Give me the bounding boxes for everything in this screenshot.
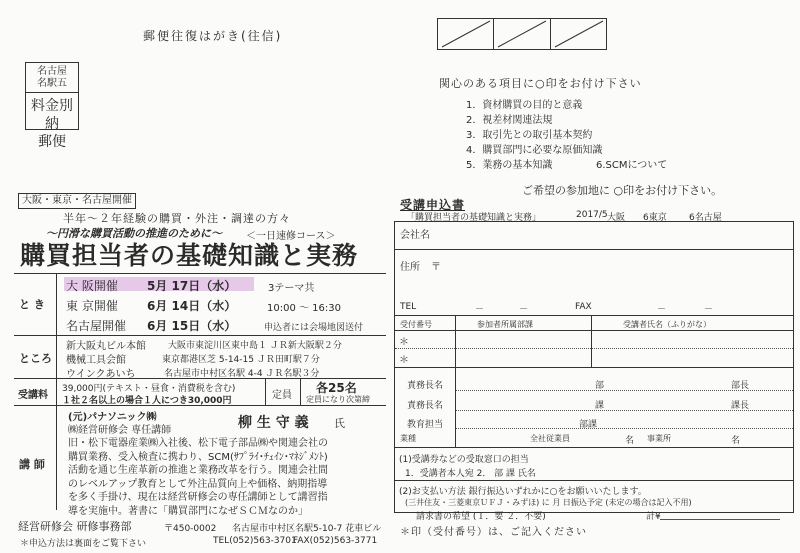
place-name-tokyo: 機械工具会館 [66,355,126,366]
fee-label: 受講料 [18,390,48,401]
finance-bucho: 部長 [731,381,750,391]
organizer-tel: TEL(052)563-3701 [213,536,297,546]
star-mark: ＊ [399,355,409,366]
form-course-name: 「購買担当者の基礎知識と実務」 [406,213,542,223]
tel-dash-2: － [519,305,529,315]
organizer-fax: FAX(052)563-3771 [293,536,378,546]
training-bumei: 部課 [579,420,598,430]
interest-item-3: 3．取引先との取引基本契約 [466,130,593,141]
fax-label: FAX [575,302,592,312]
postmark-fee: 料金別納 [31,98,73,132]
locations-tag: 大阪・東京・名古屋開催 [18,193,136,209]
manager-head-label: 責務長名 [407,401,444,411]
manager-ka: 課 [595,401,605,411]
receipt-title: (1)受講券などの受取窓口の担当 [399,455,529,465]
lecturer-bio-line: 導を実施中。著書に「購買部門になぜＳＣＭなのか」 [68,505,308,517]
fax-dash-2: － [704,305,714,315]
payment-title: (2)お支払い方法 銀行振込いずれかに○をお願いいたします。 [399,487,647,497]
lecturer-bio-line: を多く手掛け、現在は経営研修会の専任講師として講習指 [68,492,328,503]
col-dept-header: 参加者所属部課 [477,320,533,329]
receipt-line: 1．受講者本人宛 2． 部 課 氏名 [405,469,536,479]
lecturer-bio-line: 購買業務、受入検査に携わり、SCM(ｻﾌﾟﾗｲ･ﾁｪｲﾝ･ﾏﾈｼﾞﾒﾝﾄ) [68,451,328,463]
lecturer-bio-line: のレベルアップ教育として外注品質向上や価格、納期指導 [68,478,328,490]
capacity-note: 定員になり次第締 [306,395,370,404]
office-label: 事業所 [647,434,671,443]
interest-item-1: 1．資材購買の目的と意義 [466,100,583,111]
lecturer-position: ㈱経営研修会 専任講師 [68,425,172,436]
interest-item-2: 2．視差材関連法規 [466,115,553,126]
address-label: 住所 [400,262,420,273]
lecturer-honorific: 氏 [334,417,345,430]
col-number-header: 受付番号 [400,320,432,329]
lecturer-bio-line: 活動を通じ生産革新の推進と業務改革を行う。関連会社間 [68,465,328,476]
finance-head-label: 責務長名 [407,381,444,391]
employees-unit: 名 [625,436,635,446]
postmark-mail: 郵便 [38,134,66,150]
total-amount-label: 計¥ [646,512,661,522]
form-title: 受講申込書 [400,198,466,212]
employees-label: 全社従業員 [530,434,570,443]
lecturer-bio [68,437,328,518]
capacity-value: 各25名 [316,381,357,395]
form-footnote: ＊印（受付番号）は、ご記入ください [400,527,587,538]
industry-label: 業種 [400,434,416,443]
address-box-3 [551,19,606,49]
schedule-note-nagoya: 申込者には会場地図送付 [264,323,364,333]
address-box-1 [438,19,494,49]
schedule-date-nagoya: 6月 15日（水） [147,319,237,333]
organizer-zip: 〒450-0002 [164,524,217,534]
capacity-label: 定員 [272,390,292,401]
tagline: ～円滑な購買活動の推進のために～ [46,227,222,240]
fee-group: １社２名以上の場合１人につき30,000円 [62,396,232,406]
form-city-tokyo: 6東京 [643,213,667,223]
target-audience: 半年～２年経験の購買・外注・調達の方々 [63,212,291,225]
office-unit: 名 [731,436,741,446]
schedule-date-tokyo: 6月 14日（水） [147,299,237,313]
lecturer-label: 講 師 [19,458,45,471]
form-city-osaka: 大阪 [607,213,626,223]
schedule-city-nagoya: 名古屋開催 [66,319,127,333]
organizer-name: 経営研修会 研修事務部 [18,520,132,533]
manager-kacho: 課長 [731,401,750,411]
invoice-request: 請求書の希望 (１．要 ２．不要) [416,512,546,522]
postmark-city: 名古屋 [37,66,67,77]
lecturer-bio-line: 旧・松下電器産業㈱入社後、松下電子部品㈱や関連会社の [68,438,328,449]
training-head-label: 教育担当 [407,420,444,430]
tel-label: TEL [400,302,417,312]
address-box-2 [494,19,550,49]
organizer-address: 名古屋市中村区名駅5-10-7 花車ビル [232,524,382,534]
fee-standard: 39,000円(テキスト・昼食・消費税を含む) [62,384,236,394]
place-name-osaka: 新大阪丸ビル本館 [66,341,146,352]
place-addr-tokyo: 東京都港区芝 5-14-15 ＪＲ田町駅７分 [162,355,320,365]
interest-title: 関心のある項目に○印をお付け下さい [439,77,642,90]
schedule-city-osaka: 大 阪開催 [66,279,118,293]
postcard-header: 郵便往復はがき(往信) [143,29,283,43]
interest-item-6: 6.SCMについて [596,160,668,171]
schedule-date-osaka: 5月 17日（水） [147,279,237,293]
toki-label: と き [19,298,45,311]
place-label: ところ [19,352,52,365]
zip-mark: 〒 [431,262,441,273]
interest-item-5: 5．業務の基本知識 [466,160,553,171]
interest-item-4: 4．購買部門に必要な原価知識 [466,145,603,156]
application-form [394,221,794,513]
address-boxes [437,18,607,50]
postmark-stamp [25,62,79,150]
form-year: 2017/5 [576,210,608,220]
schedule-note-osaka: 3テーマ共 [268,283,315,294]
postmark-office: 名駅五 [37,78,67,89]
lecturer-name: 柳 生 守 義 [238,415,309,431]
schedule-city-tokyo: 東 京開催 [66,299,118,313]
venue-prompt: ご希望の参加地に ○印をお付け下さい。 [522,184,723,197]
star-mark: ＊ [399,337,409,348]
finance-bu: 部 [595,381,605,391]
fax-dash-1: － [657,305,667,315]
company-label: 会社名 [400,230,430,241]
application-note: ＊申込方法は裏面をご覧下さい [20,539,147,549]
payment-banks: (三井住友・三菱東京ＵＦＪ・みずほ) に 月 日振込予定 (未定の場合は記入不用) [405,498,692,507]
tel-dash-1: － [475,305,485,315]
col-name-header: 受講者氏名（ふりがな） [623,320,711,329]
place-addr-nagoya: 名古屋市中村区名駅 4-4 ＪＲ名駅３分 [164,369,320,379]
lecturer-org: (元)パナソニック㈱ [68,412,157,423]
place-name-nagoya: ウインクあいち [66,369,136,380]
form-city-nagoya: 6名古屋 [689,213,722,223]
place-addr-osaka: 大阪市東淀川区東中島１ ＪＲ新大阪駅２分 [168,341,342,351]
schedule-note-tokyo: 10:00 ～ 16:30 [267,303,341,314]
course-type: ＜一日速修コース＞ [246,231,336,242]
seminar-title: 購買担当者の基礎知識と実務 [20,241,359,270]
